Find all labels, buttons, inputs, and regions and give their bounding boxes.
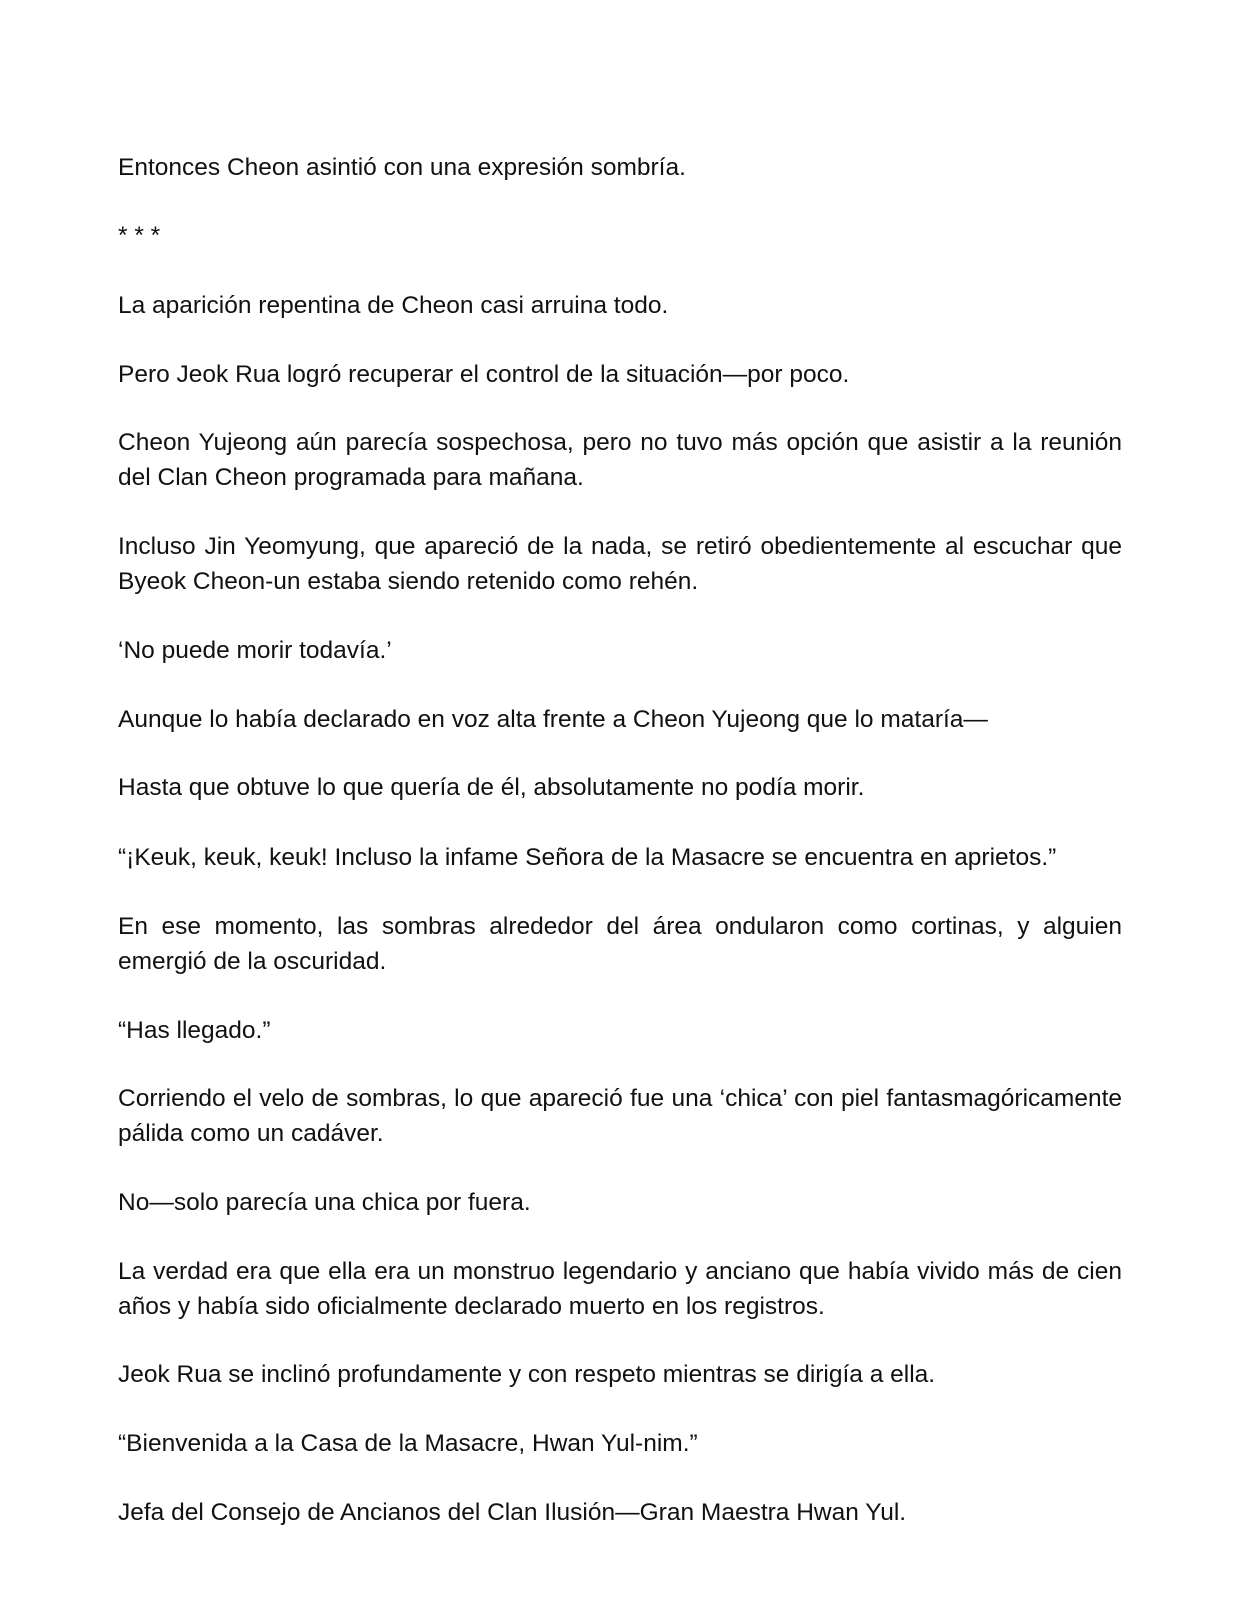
paragraph: ‘No puede morir todavía.’ xyxy=(118,637,392,664)
paragraph: Cheon Yujeong aún parecía sospechosa, pero no tuvo más opción que asistir a la reunión del Clan Cheon programada para mañana. xyxy=(118,429,1122,491)
paragraph: Incluso Jin Yeomyung, que apareció de la nada, se retiró obedientemente al escuchar que Byeok Cheon-un estaba siendo retenido como rehén. xyxy=(118,533,1122,595)
paragraph: Jeok Rua se inclinó profundamente y con respeto mientras se dirigía a ella. xyxy=(118,1361,936,1388)
paragraph: “Has llegado.” xyxy=(118,1017,271,1044)
paragraph: “Bienvenida a la Casa de la Masacre, Hwan Yul-nim.” xyxy=(118,1430,698,1457)
paragraph: Corriendo el velo de sombras, lo que apareció fue una ‘chica’ con piel fantasmagóricamente pálida como un cadáver. xyxy=(118,1085,1122,1147)
paragraph: En ese momento, las sombras alrededor del área ondularon como cortinas, y alguien emergió de la oscuridad. xyxy=(118,913,1122,975)
scene-break: * * * xyxy=(118,222,161,249)
paragraph: Entonces Cheon asintió con una expresión sombría. xyxy=(118,154,686,181)
paragraph: No—solo parecía una chica por fuera. xyxy=(118,1189,531,1216)
paragraph: “¡Keuk, keuk, keuk! Incluso la infame Señora de la Masacre se encuentra en aprietos.” xyxy=(118,844,1057,871)
paragraph: La verdad era que ella era un monstruo legendario y anciano que había vivido más de cien años y había sido oficialmente declarado muerto en los registros. xyxy=(118,1258,1122,1320)
paragraph: Hasta que obtuve lo que quería de él, absolutamente no podía morir. xyxy=(118,774,865,801)
paragraph: Aunque lo había declarado en voz alta frente a Cheon Yujeong que lo mataría— xyxy=(118,706,988,733)
paragraph: Pero Jeok Rua logró recuperar el control de la situación—por poco. xyxy=(118,361,850,388)
paragraph: La aparición repentina de Cheon casi arruina todo. xyxy=(118,292,669,319)
paragraph: Jefa del Consejo de Ancianos del Clan Ilusión—Gran Maestra Hwan Yul. xyxy=(118,1499,907,1526)
